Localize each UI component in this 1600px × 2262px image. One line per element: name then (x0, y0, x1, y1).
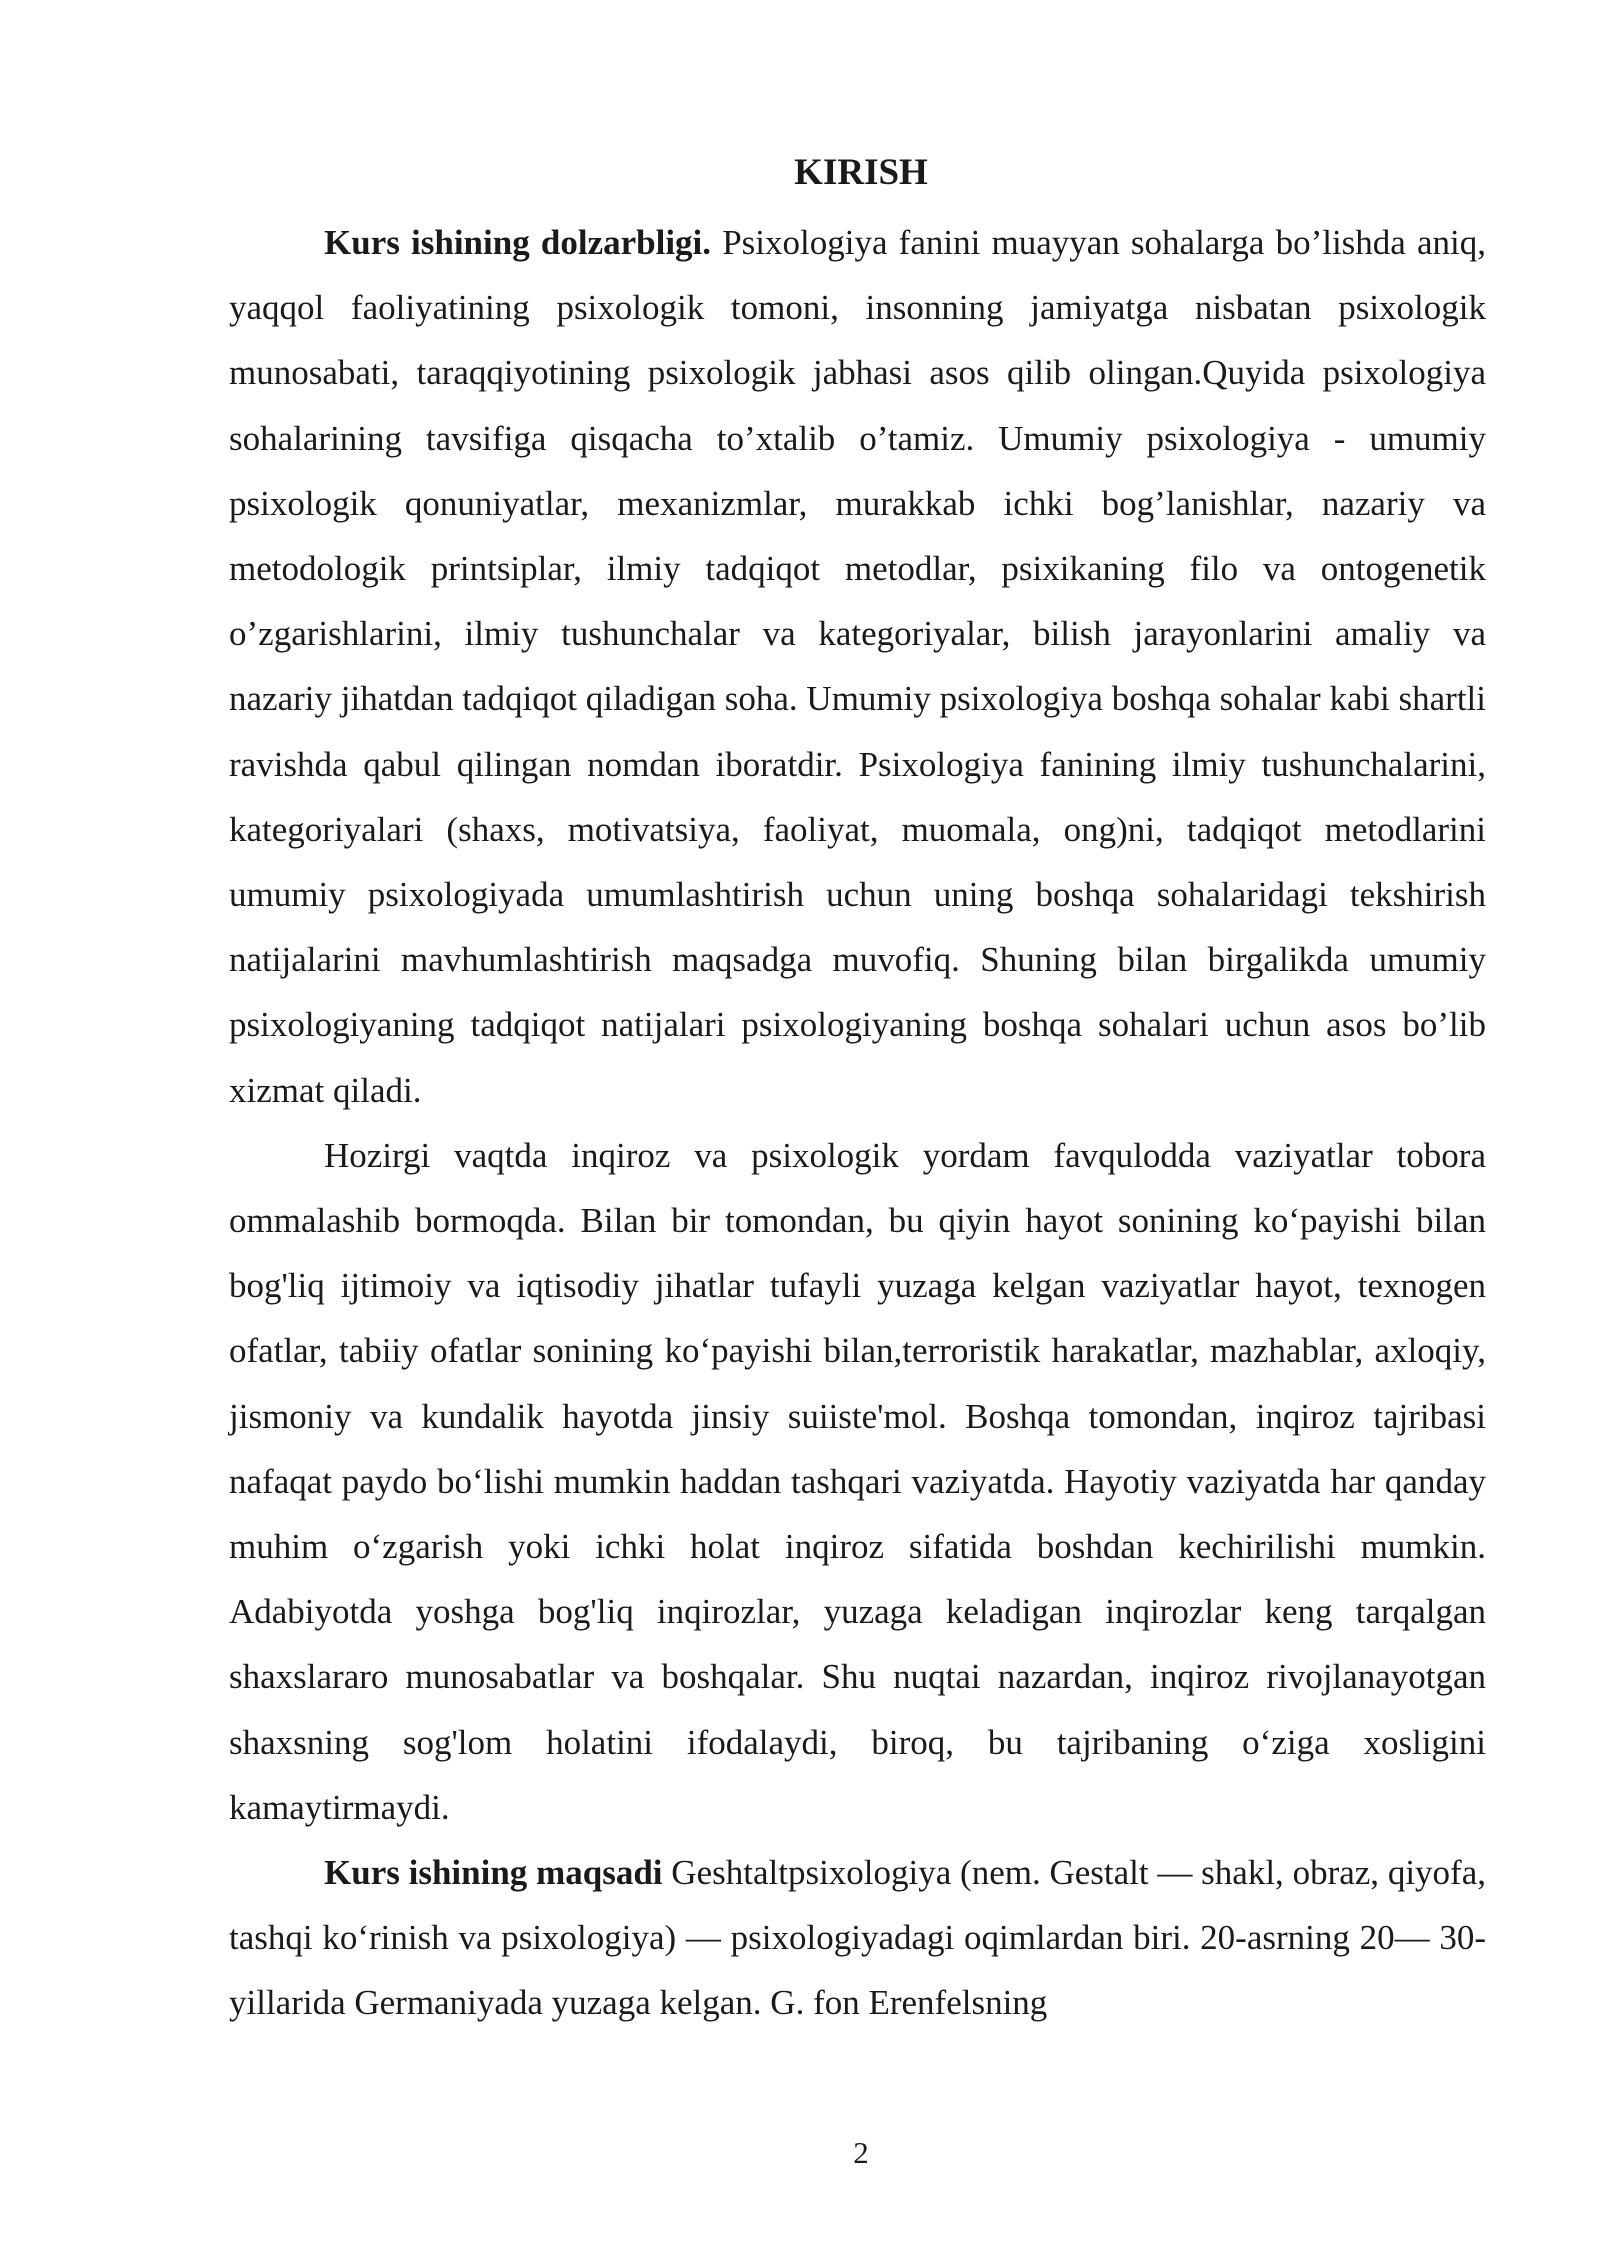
paragraph-goal (229, 1840, 1486, 2036)
paragraph-lead-relevance: Kurs ishining dolzarbligi. (324, 223, 712, 262)
paragraph-text-goal: Geshtaltpsixologiya (nem. Gestalt — shakl, obraz, qiyofa, tashqi ko‘rinish va psixologiya) — psixologiyadagi oqimlardan biri. 20-asrning 20— 30-yillarida Germaniyada yuzaga kelgan. G. fon Erenfelsning (229, 1853, 1486, 2023)
paragraph-lead-goal: Kurs ishining maqsadi (324, 1853, 663, 1893)
paragraph-relevance (229, 210, 1486, 1123)
paragraph-text-crisis: Hozirgi vaqtda inqiroz va psixologik yordam favqulodda vaziyatlar tobora ommalashib bormoqda. Bilan bir tomondan, bu qiyin hayot sonining ko‘payishi bilan bog'liq ijtimoiy va iqtisodiy jihatlar tufayli yuzaga kelgan vaziyatlar hayot, texnogen ofatlar, tabiiy ofatlar sonining ko‘payishi bilan,terroristik harakatlar, mazhablar, axloqiy, jismoniy va kundalik hayotda jinsiy suiiste'mol. Boshqa tomondan, inqiroz tajribasi nafaqat paydo bo‘lishi mumkin haddan tashqari vaziyatda. Hayotiy vaziyatda har qanday muhim o‘zgarish yoki ichki holat inqiroz sifatida boshdan kechirilishi mumkin. Adabiyotda yoshga bog'liq inqirozlar, yuzaga keladigan inqirozlar keng tarqalgan shaxslararo munosabatlar va boshqalar. Shu nuqtai nazardan, inqiroz rivojlanayotgan shaxsning sog'lom holatini ifodalaydi, biroq, bu tajribaning o‘ziga xosligini kamaytirmaydi. (229, 1135, 1486, 1827)
paragraph-text-relevance: Psixologiya fanini muayyan sohalarga bo’lishda aniq, yaqqol faoliyatining psixologik tomoni, insonning jamiyatga nisbatan psixologik munosabati, taraqqiyotining psixologik jabhasi asos qilib olingan.Quyida psixologiya sohalarining tavsifiga qisqacha to’xtalib o’tamiz. Umumiy psixologiya - umumiy psixologik qonuniyatlar, mexanizmlar, murakkab ichki bog’lanishlar, nazariy va metodologik printsiplar, ilmiy tadqiqot metodlar, psixikaning filo va ontogenetik o’zgarishlarini, ilmiy tushunchalar va kategoriyalar, bilish jarayonlarini amaliy va nazariy jihatdan tadqiqot qiladigan soha. Umumiy psixologiya boshqa sohalar kabi shartli ravishda qabul qilingan nomdan iboratdir. Psixologiya fanining ilmiy tushunchalarini, kategoriyalari (shaxs, motivatsiya, faoliyat, muomala, ong)ni, tadqiqot metodlarini umumiy psixologiyada umumlashtirish uchun uning boshqa sohalaridagi tekshirish natijalarini mavhumlashtirish maqsadga muvofiq. Shuning bilan birgalikda umumiy psixologiyaning tadqiqot natijalari psixologiyaning boshqa sohalari uchun asos bo’lib xizmat qiladi. (229, 223, 1487, 1110)
page-number: 2 (853, 2135, 869, 2170)
paragraph-crisis (229, 1123, 1486, 1840)
body-text (229, 210, 1486, 2036)
page-heading: KIRISH (794, 152, 928, 193)
